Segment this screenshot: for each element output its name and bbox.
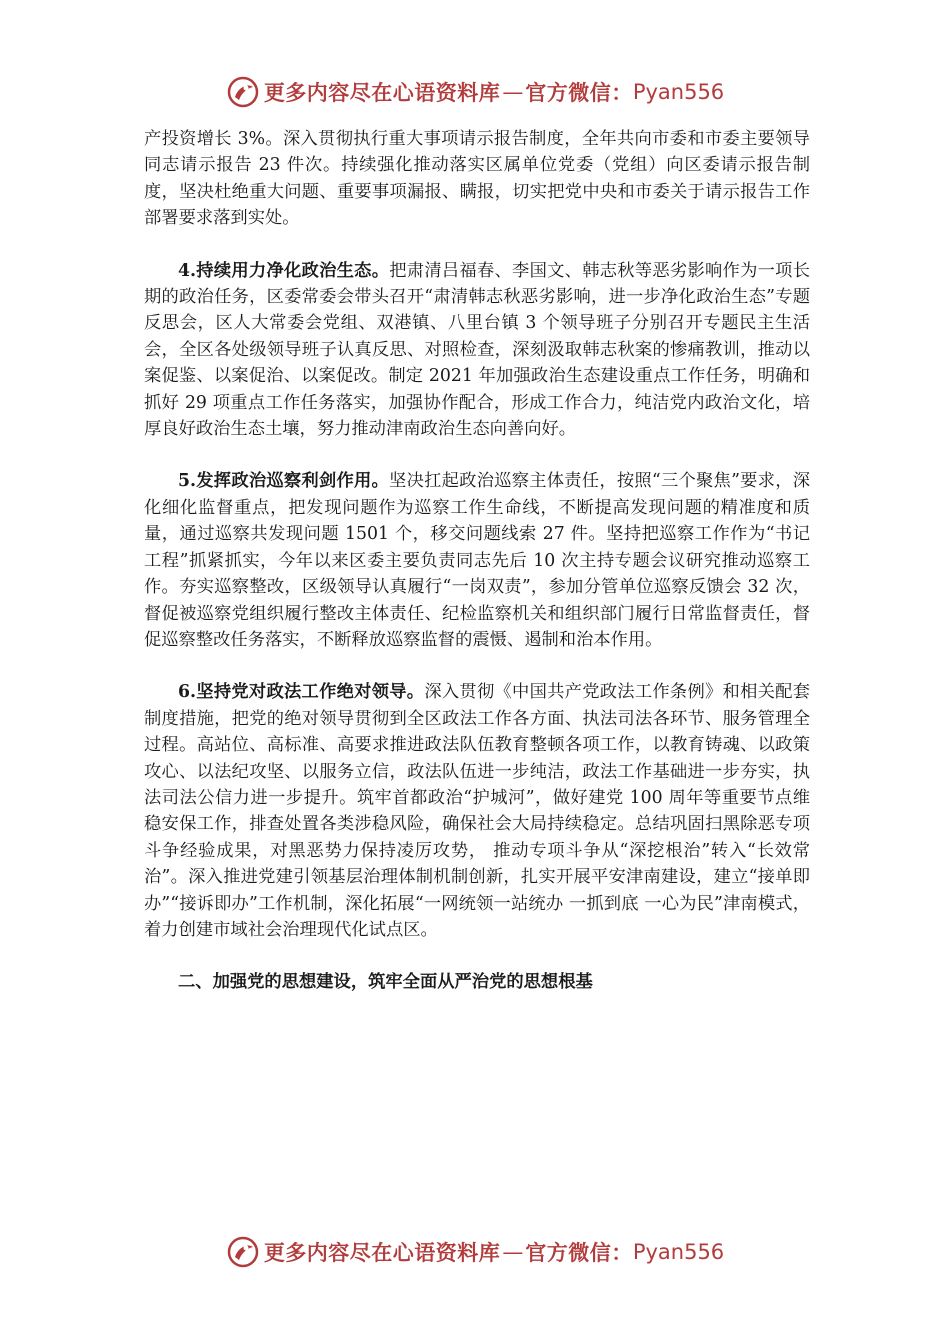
paragraph-political-ecology bbox=[144, 258, 810, 443]
footer-separator: — bbox=[502, 1240, 524, 1264]
footer-watermark-banner bbox=[0, 1232, 950, 1272]
section-heading: 二、加强党的思想建设，筑牢全面从严治党的思想根基 bbox=[178, 972, 593, 993]
paragraph-lead: 6.坚持党对政法工作绝对领导。 bbox=[178, 682, 425, 703]
brand-logo-icon bbox=[226, 75, 260, 109]
header-brand-text: 更多内容尽在心语资料库 bbox=[263, 81, 501, 105]
footer-brand-text: 更多内容尽在心语资料库 bbox=[263, 1241, 501, 1265]
paragraph-continuation: 产投资增长 3%。深入贯彻执行重大事项请示报告制度，全年共向市委和市委主要领导同志请示报告 23 件次。持续强化推动落实区属单位党委（党组）向区委请示报告制度，坚决杜绝重大问题、重要事项漏报、瞒报，切实把党中央和市委关于请示报告工作部署要求落到实处。 bbox=[144, 129, 810, 229]
paragraph-text: 把肃清吕福春、李国文、韩志秋等恶劣影响作为一项长期的政治任务，区委常委会带头召开“肃清韩志秋恶劣影响，进一步净化政治生态”专题反思会，区人大常委会党组、双港镇、八里台镇 3 个领导班子分别召开专题民主生活会，全区各处级领导班子认真反思、对照检查，深刻汲取韩志秋案的惨痛教训，推动以案促鉴、以案促治、以案促改。制定 2021 年加强政治生态建设重点工作任务，明确和抓好 29 项重点工作任务落实，加强协作配合，形成工作合力，纯洁党内政治文化，培厚良好政治生态土壤，努力推动津南政治生态向善向好。 bbox=[144, 260, 810, 440]
paragraph-lead: 5.发挥政治巡察利剑作用。 bbox=[178, 471, 390, 492]
paragraph-text: 坚决扛起政治巡察主体责任，按照“三个聚焦”要求，深化细化监督重点，把发现问题作为巡察工作生命线，不断提高发现问题的精准度和质量，通过巡察共发现问题 1501 个，移交问题线索 27 件。坚持把巡察工作作为“书记工程”抓紧抓实，今年以来区委主要负责同志先后 10 次主持专题会议研究推动巡察工作。夯实巡察整改，区级领导认真履行“一岗双责”，参加分管单位巡察反馈会 32 次，督促被巡察党组织履行整改主体责任、纪检监察机关和组织部门履行日常监督责任，督促巡察整改任务落实，不断释放巡察监督的震慑、遏制和治本作用。 bbox=[144, 471, 810, 650]
header-separator: — bbox=[502, 80, 524, 104]
paragraph-inspection bbox=[144, 468, 810, 653]
brand-logo-icon bbox=[226, 1235, 260, 1269]
header-wechat-id: Pyan556 bbox=[632, 80, 725, 104]
footer-wechat-label: 官方微信： bbox=[525, 1241, 633, 1265]
paragraph-text: 深入贯彻《中国共产党政法工作条例》和相关配套制度措施，把党的绝对领导贯彻到全区政法工作各方面、执法司法各环节、服务管理全过程。高站位、高标准、高要求推进政法队伍教育整顿各项工作，以教育铸魂、以政策攻心、以法纪攻坚、以服务立信，政法队伍进一步纯洁，政法工作基础进一步夯实，执法司法公信力进一步提升。筑牢首都政治“护城河”，做好建党 100 周年等重要节点维稳安保工作，排查处置各类涉稳风险，确保社会大局持续稳定。总结巩固扫黑除恶专项斗争经验成果，对黑恶势力保持凌厉攻势， 推动专项斗争从“深挖根治”转入“长效常治”。深入推进党建引领基层治理体制机制创新，扎实开展平安津南建设，建立“接单即办”“接诉即办”工作机制，深化拓展“一网统领一站统办 一抓到底 一心为民”津南模式，着力创建市域社会治理现代化试点区。 bbox=[144, 682, 810, 940]
document-body bbox=[144, 126, 810, 996]
header-watermark-banner bbox=[0, 72, 950, 112]
footer-wechat-id: Pyan556 bbox=[632, 1240, 725, 1264]
paragraph-political-legal bbox=[144, 679, 810, 943]
header-wechat-label: 官方微信： bbox=[525, 81, 633, 105]
paragraph-lead: 4.持续用力净化政治生态。 bbox=[178, 260, 390, 281]
